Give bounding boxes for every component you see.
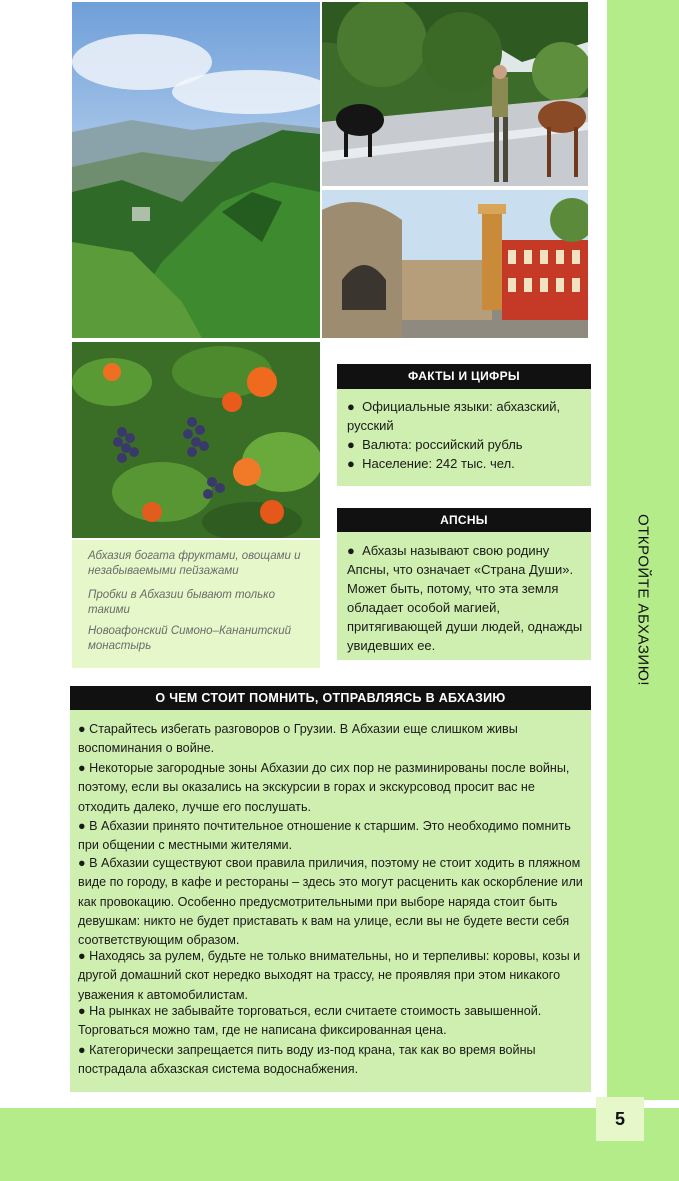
monastery-photo xyxy=(322,190,588,338)
apsny-text-content: Абхазы называют свою родину Апсны, что означает «Страна Души». Может быть, потому, что эта земля обладает особой магией, притягивающей души людей, однажды увидевших ее. xyxy=(347,543,583,653)
fruits-photo xyxy=(72,342,320,538)
mountain-photo xyxy=(72,2,320,338)
facts-title: ФАКТЫ И ЦИФРЫ xyxy=(337,364,591,389)
facts-item: ● Валюта: российский рубль xyxy=(347,437,523,452)
facts-item-text: Официальные языки: абхазский, русский xyxy=(347,399,561,433)
remember-item: ● В Абхазии существуют свои правила приличия, поэтому не стоит ходить в пляжном виде по городу, в кафе и рестораны – здесь это могут расценить как оскорбление или как провокацию. Особенно предусмотрительными при выборе наряда стоит быть девушкам: никто не будет приставать к вам на улице, если вы не будете вести себя соответствующим образом. xyxy=(78,856,583,948)
remember-title: О ЧЕМ СТОИТ ПОМНИТЬ, ОТПРАВЛЯЯСЬ В АБХАЗИЮ xyxy=(70,686,591,710)
remember-item-text: На рынках не забывайте торговаться, если считаете стоимость завышенной. Торговаться можно там, где не написана фиксированная цена. xyxy=(78,1004,542,1038)
remember-item: ● Находясь за рулем, будьте не только внимательны, но и терпеливы: коровы, козы и другой домашний скот нередко выходят на трассу, не проявляя при этом никакого уважения к автомобилистам. xyxy=(78,949,581,1002)
remember-item-text: В Абхазии существуют свои правила приличия, поэтому не стоит ходить в пляжном виде по городу, в кафе и рестораны – здесь это могут расценить как оскорбление или как провокацию. Особенно предусмотрительными при выборе наряда стоит быть девушкам: никто не будет приставать к вам на улице, если вы не будете вести себя соответствующим образом. xyxy=(78,856,583,948)
facts-item: ● Население: 242 тыс. чел. xyxy=(347,456,515,471)
road-cattle-photo xyxy=(322,2,588,186)
apsny-text: ● Абхазы называют свою родину Апсны, что означает «Страна Души». Может быть, потому, что эта земля обладает особой магией, притягивающей души людей, однажды увидевших ее. xyxy=(347,543,583,653)
facts-item-text: Валюта: российский рубль xyxy=(362,437,523,452)
facts-item-text: Население: 242 тыс. чел. xyxy=(362,456,515,471)
facts-item: ● Официальные языки: абхазский, русский xyxy=(347,399,561,433)
remember-item-text: Некоторые загородные зоны Абхазии до сих пор не разминированы после войны, поэтому, если вы оказались на экскурсии в горах и экскурсовод просит вас не отходить далеко, лучше его послушать. xyxy=(78,761,570,814)
side-label: ОТКРОЙТЕ АБХАЗИЮ! xyxy=(634,513,652,687)
caption-fruits: Абхазия богата фруктами, овощами и незабываемыми пейзажами xyxy=(88,550,301,577)
apsny-title: АПСНЫ xyxy=(337,508,591,532)
page-number: 5 xyxy=(614,1109,625,1129)
remember-item: ● Некоторые загородные зоны Абхазии до сих пор не разминированы после войны, поэтому, если вы оказались на экскурсии в горах и экскурсовод просит вас не отходить далеко, лучше его послушать. xyxy=(78,761,570,814)
remember-box xyxy=(70,710,591,1092)
facts-box xyxy=(337,389,591,486)
caption-road: Пробки в Абхазии бывают только такими xyxy=(88,589,275,616)
remember-item: ● Старайтесь избегать разговоров о Грузии. В Абхазии еще слишком живы воспоминания о войне. xyxy=(78,722,518,756)
remember-item-text: В Абхазии принято почтительное отношение к старшим. Это необходимо помнить при общении с местными жителями. xyxy=(78,819,571,853)
remember-item-text: Старайтесь избегать разговоров о Грузии. В Абхазии еще слишком живы воспоминания о войне. xyxy=(78,722,518,756)
remember-item: ● Категорически запрещается пить воду из-под крана, так как во время войны пострадала абхазская система водоснабжения. xyxy=(78,1043,536,1077)
remember-item-text: Находясь за рулем, будьте не только внимательны, но и терпеливы: коровы, козы и другой домашний скот нередко выходят на трассу, не проявляя при этом никакого уважения к автомобилистам. xyxy=(78,949,581,1002)
apsny-box xyxy=(337,532,591,660)
remember-item-text: Категорически запрещается пить воду из-под крана, так как во время войны пострадала абхазская система водоснабжения. xyxy=(78,1043,536,1077)
caption-box xyxy=(72,540,320,668)
bottom-band xyxy=(0,1108,679,1181)
remember-item: ● На рынках не забывайте торговаться, если считаете стоимость завышенной. Торговаться можно там, где не написана фиксированная цена. xyxy=(78,1004,542,1038)
remember-item: ● В Абхазии принято почтительное отношение к старшим. Это необходимо помнить при общении с местными жителями. xyxy=(78,819,571,853)
caption-monastery: Новоафонский Симоно–Кананитский монастырь xyxy=(88,625,292,652)
